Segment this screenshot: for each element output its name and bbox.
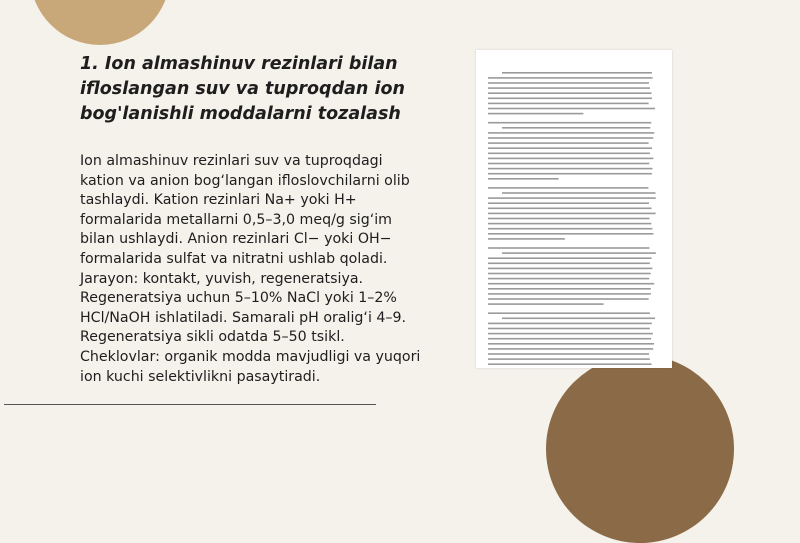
document-text-line bbox=[488, 77, 652, 79]
document-text-line bbox=[488, 132, 654, 134]
document-text-line bbox=[488, 163, 649, 165]
document-text-line bbox=[488, 283, 654, 285]
decorative-circle-bottom bbox=[546, 355, 734, 543]
document-text-lines bbox=[476, 50, 672, 368]
document-text-line bbox=[502, 72, 652, 74]
document-text-line bbox=[488, 142, 649, 144]
document-text-line bbox=[488, 178, 559, 180]
document-text-line bbox=[502, 192, 656, 194]
document-text-line bbox=[488, 98, 652, 100]
document-text-line bbox=[488, 323, 652, 325]
document-text-line bbox=[488, 113, 583, 115]
document-text-line bbox=[488, 263, 650, 265]
document-text-line bbox=[502, 127, 650, 129]
document-text-line bbox=[488, 202, 649, 204]
document-text-line bbox=[488, 247, 649, 249]
document-text-line bbox=[488, 343, 654, 345]
document-text-line bbox=[488, 122, 651, 124]
document-text-line bbox=[488, 333, 653, 335]
decorative-circle-top bbox=[30, 0, 170, 45]
document-text-line bbox=[488, 147, 652, 149]
document-text-line bbox=[488, 223, 651, 225]
document-text-line bbox=[488, 293, 651, 295]
document-text-line bbox=[488, 168, 652, 170]
document-text-line bbox=[488, 348, 653, 350]
document-text-line bbox=[488, 208, 652, 210]
document-text-line bbox=[488, 257, 652, 259]
document-text-line bbox=[488, 218, 650, 220]
document-text-line bbox=[488, 233, 653, 235]
document-text-line bbox=[502, 318, 655, 320]
document-text-line bbox=[488, 92, 652, 94]
document-text-line bbox=[488, 238, 565, 240]
document-text-line bbox=[488, 312, 650, 314]
document-text-line bbox=[488, 278, 649, 280]
document-text-line bbox=[488, 363, 652, 365]
slide-title: 1. Ion almashinuv rezinlari bilan ifloslangan suv va tuproqdan ion bog'lanishli moddalarni tozalash bbox=[80, 54, 405, 124]
divider-line bbox=[4, 404, 376, 405]
document-text-line bbox=[488, 353, 649, 355]
document-text-line bbox=[488, 303, 604, 305]
slide-body-text: Ion almashinuv rezinlari suv va tuproqdagi kation va anion bog‘langan ifloslovchilarni olib tashlaydi. Kation rezinlari Na+ yoki H+ formalarida metallarni 0,5–3,0 meq/g sig‘im bilan ushlaydi. Anion rezinlari Cl− yoki OH− formalarida sulfat va nitratni ushlab qoladi. Jarayon: kontakt, yuvish, regeneratsiya. Regeneratsiya uchun 5–10% NaCl yoki 1–2% HCl/NaOH ishlatiladi. Samarali pH oralig‘i 4–9. Regeneratsiya sikli odatda 5–50 tsikl. Cheklovlar: organik modda mavjudligi va yuqori ion kuchi selektivlikni pasaytiradi. bbox=[80, 153, 421, 385]
document-text-line bbox=[488, 108, 655, 110]
document-text-line bbox=[502, 252, 656, 254]
document-text-line bbox=[488, 288, 651, 290]
document-text-line bbox=[488, 137, 653, 139]
document-text-line bbox=[488, 82, 649, 84]
document-text-line bbox=[488, 87, 650, 89]
document-page-image bbox=[476, 50, 672, 368]
document-text-line bbox=[488, 173, 652, 175]
document-text-line bbox=[488, 358, 650, 360]
document-text-line bbox=[488, 158, 653, 160]
document-text-line bbox=[488, 268, 652, 270]
document-text-line bbox=[488, 228, 652, 230]
document-text-line bbox=[488, 273, 651, 275]
document-text-line bbox=[488, 197, 656, 199]
document-text-line bbox=[488, 298, 649, 300]
document-text-line bbox=[488, 103, 649, 105]
document-text-line bbox=[488, 213, 656, 215]
document-text-line bbox=[488, 338, 651, 340]
document-text-line bbox=[488, 328, 650, 330]
document-text-line bbox=[488, 153, 650, 155]
document-text-line bbox=[488, 187, 648, 189]
